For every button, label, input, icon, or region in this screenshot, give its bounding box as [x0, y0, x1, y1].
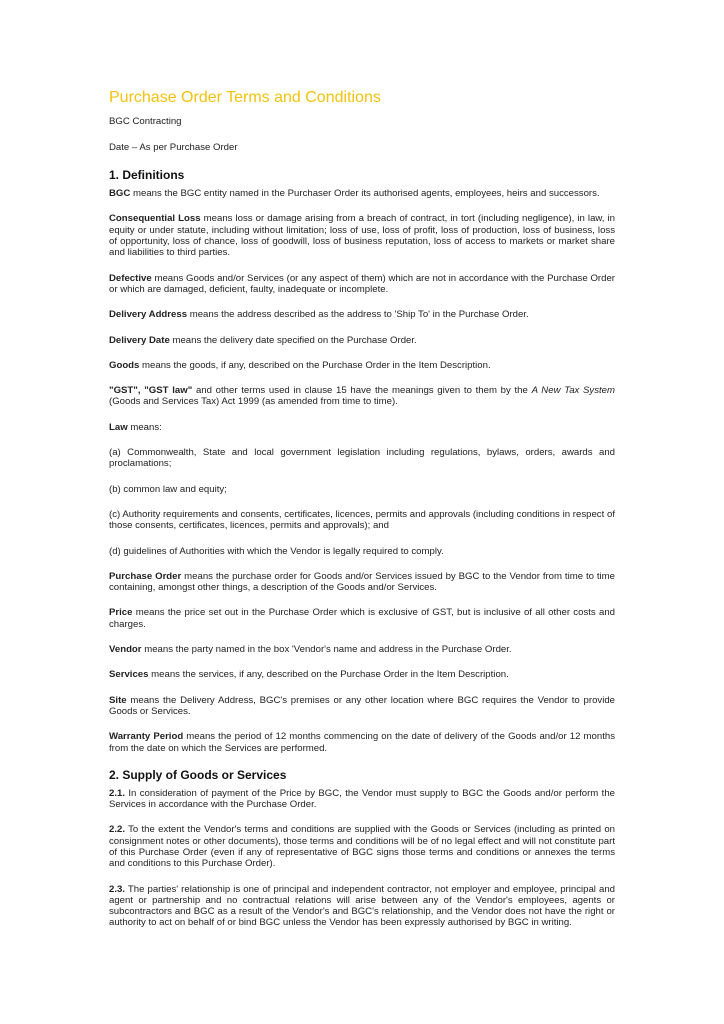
definition-vendor	[109, 644, 615, 655]
definition-text: means the party named in the box 'Vendor's name and address in the Purchase Order.	[141, 644, 512, 656]
definition-term: Price	[109, 607, 133, 619]
definition-consequential-loss	[109, 213, 615, 258]
clause-text: To the extent the Vendor's terms and conditions are supplied with the Goods or Services (including as printed on consignment notes or other documents), those terms and conditions will be of no legal effect and will not constitute part of this Purchase Order (even if any of representative of BGC signs those terms and conditions or annexes the terms and conditions to this Purchase Order).	[109, 824, 615, 870]
definition-services	[109, 669, 615, 680]
clause-2-2	[109, 824, 615, 869]
definition-term: Vendor	[109, 644, 142, 656]
definition-text: and other terms used in clause 15 have the meanings given to them by the	[192, 385, 532, 397]
definition-delivery-address	[109, 309, 615, 320]
definition-site	[109, 695, 615, 718]
definition-term: Warranty Period	[109, 731, 184, 743]
definition-term: BGC	[109, 188, 131, 200]
definition-purchase-order	[109, 571, 615, 594]
definition-term: Site	[109, 694, 127, 706]
definition-text: means the Delivery Address, BGC's premises or any other location where BGC requires the Vendor to provide Goods or Services.	[109, 694, 615, 717]
clause-text: The parties' relationship is one of principal and independent contractor, not employer and employee, principal and agent or partnership and no contractual relations will arise between any of the Vendor's employees, agents or subcontractors and BGC as a result of the Vendor's and BGC's relationship, and the Vendor does not have the right or authority to act on behalf of or bind BGC unless the Vendor has been expressly authorised by BGC in writing.	[109, 883, 615, 929]
clause-text: In consideration of payment of the Price by BGC, the Vendor must supply to BGC the Goods and/or perform the Services in accordance with the Purchase Order.	[109, 787, 615, 811]
definition-text: means:	[127, 421, 162, 433]
law-item-a: (a) Commonwealth, State and local government legislation including regulations, bylaws, orders, awards and proclamations;	[109, 447, 615, 470]
quote-mark: "	[109, 385, 114, 397]
company-name: BGC Contracting	[109, 116, 182, 128]
definition-defective	[109, 273, 615, 296]
clause-number: 2.1.	[109, 787, 126, 799]
law-item-b: (b) common law and equity;	[109, 483, 227, 495]
definition-term: GST law	[148, 385, 188, 397]
definition-text: means the period of 12 months commencing on the date of delivery of the Goods and/or 12 months from the date on which the Services are performed.	[109, 731, 615, 754]
definition-term: Purchase Order	[109, 570, 182, 582]
definition-term: Consequential Loss	[109, 213, 201, 225]
definition-term: GST	[113, 385, 134, 397]
definition-text: means Goods and/or Services (or any aspect of them) which are not in accordance with the Purchase Order or which are damaged, deficient, faulty, inadequate or incomplete.	[109, 272, 615, 295]
definition-text: (Goods and Services Tax) Act 1999 (as amended from time to time).	[109, 396, 398, 408]
clause-2-3	[109, 884, 615, 929]
definition-text: means the delivery date specified on the Purchase Order.	[169, 334, 417, 346]
definition-term: Defective	[109, 272, 152, 284]
definition-term: Delivery Address	[109, 309, 188, 321]
document-title: Purchase Order Terms and Conditions	[109, 89, 381, 106]
definition-text: means the services, if any, described on the Purchase Order in the Item Description.	[148, 669, 509, 681]
definition-bgc	[109, 188, 615, 199]
clause-number: 2.3.	[109, 883, 126, 895]
clause-number: 2.2.	[109, 824, 126, 836]
law-item-c: (c) Authority requirements and consents, certificates, licences, permits and approvals (including conditions in respect of those consents, certificates, licences, permits and approvals); and	[109, 508, 615, 532]
definition-text: means the BGC entity named in the Purchaser Order its authorised agents, employees, heirs and successors.	[130, 188, 600, 200]
definition-text: means the purchase order for Goods and/or Services issued by BGC to the Vendor from time to time containing, amongst other things, a description of the Goods and/or Services.	[109, 570, 615, 594]
definition-delivery-date	[109, 335, 615, 346]
definition-gst	[109, 385, 615, 408]
definition-warranty-period	[109, 731, 615, 754]
definition-term: Goods	[109, 359, 140, 371]
quote-mark: "	[187, 385, 193, 397]
definition-law	[109, 422, 615, 433]
section-heading-supply: 2. Supply of Goods or Services	[109, 767, 287, 782]
definition-text: means the goods, if any, described on the Purchase Order in the Item Description.	[139, 359, 491, 371]
quote-separator: ", "	[133, 385, 149, 397]
definition-goods	[109, 360, 615, 371]
definition-term: Delivery Date	[109, 334, 170, 346]
definition-text: means the price set out in the Purchase Order which is exclusive of GST, but is inclusive of all other costs and charges.	[109, 607, 615, 630]
law-item-d: (d) guidelines of Authorities with which the Vendor is legally required to comply.	[109, 545, 444, 557]
date-line: Date – As per Purchase Order	[109, 142, 238, 154]
definition-text: means loss or damage arising from a breach of contract, in tort (including negligence), in law, in equity or under statute, including without limitation; loss of use, loss of profit, loss of production, loss of business, loss of opportunity, loss of chance, loss of goodwill, loss of business reputation, loss of access to markets or market share and liabilities to third parties.	[109, 213, 616, 259]
definition-term: Law	[109, 421, 128, 433]
definition-text: means the address described as the address to 'Ship To' in the Purchase Order.	[187, 309, 529, 321]
clause-2-1	[109, 788, 615, 811]
definition-price	[109, 607, 615, 630]
act-title: A New Tax System	[531, 385, 616, 397]
section-heading-definitions: 1. Definitions	[109, 168, 185, 183]
definition-term: Services	[109, 669, 149, 681]
